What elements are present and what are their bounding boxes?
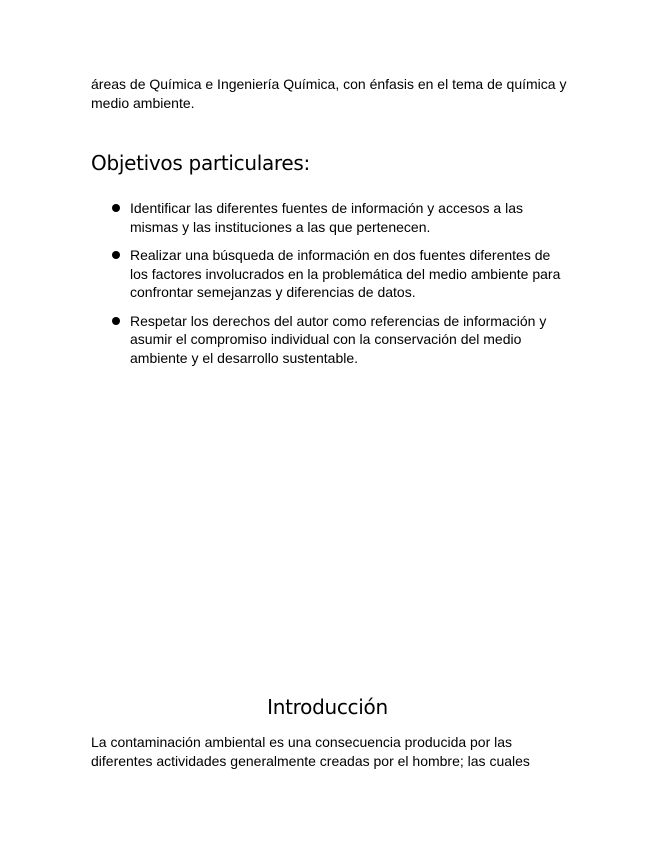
objectives-list: [91, 199, 571, 377]
objective-item: [91, 246, 571, 302]
introduction-paragraph: La contaminación ambiental es una consecuencia producida por las diferentes actividades generalmente creadas por el hombre; las cuales: [91, 734, 530, 769]
bullet-icon: [112, 251, 120, 259]
bullet-icon: [112, 317, 120, 325]
intro-paragraph: áreas de Química e Ingeniería Química, con énfasis en el tema de química y medio ambiente.: [91, 76, 567, 111]
objective-text: Identificar las diferentes fuentes de información y accesos a las mismas y las instituciones a las que pertenecen.: [130, 200, 523, 235]
objective-text: Respetar los derechos del autor como referencias de información y asumir el compromiso individual con la conservación del medio ambiente y el desarrollo sustentable.: [130, 312, 547, 366]
objective-text: Realizar una búsqueda de información en dos fuentes diferentes de los factores involucrados en la problemática del medio ambiente para confrontar semejanzas y diferencias de datos.: [130, 247, 561, 300]
objective-item: [91, 199, 571, 236]
objective-item: [91, 312, 571, 368]
introduction-heading: Introducción: [267, 695, 388, 719]
objectives-heading: Objetivos particulares:: [91, 151, 310, 175]
bullet-icon: [112, 204, 120, 212]
